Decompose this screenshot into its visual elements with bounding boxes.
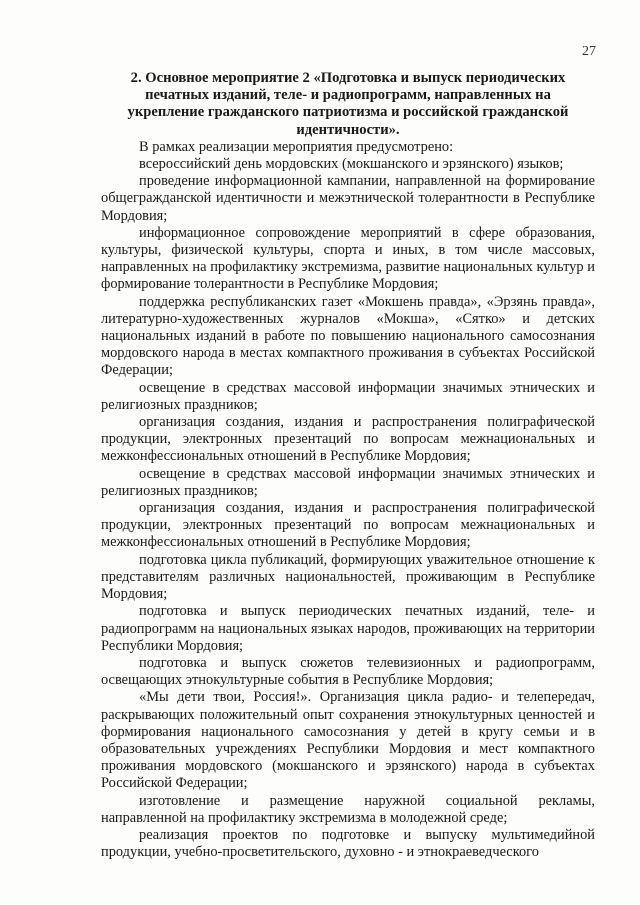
paragraph: «Мы дети твои, Россия!». Организация цикла радио- и телепередач, раскрывающих положительный опыт сохранения этнокультурных ценностей и формирования национального самосознания у детей в кругу семьи и в образовательных учреждениях Республики Мордовия и мест компактного проживания мордовского (мокшанского и эрзянского) народа в субъектах Российской Федерации;: [101, 689, 595, 792]
paragraph: подготовка цикла публикаций, формирующих уважительное отношение к представителям различных национальностей, проживающим в Республике Мордовия;: [101, 551, 595, 603]
paragraph: освещение в средствах массовой информации значимых этнических и религиозных праздников;: [101, 379, 595, 413]
paragraph: всероссийский день мордовских (мокшанского и эрзянского) языков;: [139, 156, 564, 173]
paragraph: организация создания, издания и распространения полиграфической продукции, электронных презентаций по вопросам межнациональных и межконфессиональных отношений в Республике Мордовия;: [101, 414, 595, 465]
section-heading: 2. Основное мероприятие 2 «Подготовка и выпуск периодических печатных изданий, теле- и радиопрограмм, направленных на укрепление гражданского патриотизма и российской гражданской идентичности».: [127, 70, 569, 138]
paragraph: подготовка и выпуск сюжетов телевизионных и радиопрограмм, освещающих этнокультурные события в Республике Мордовия;: [101, 654, 595, 689]
paragraph: проведение информационной кампании, направленной на формирование общегражданской идентичности и межэтнической толерантности в Республике Мордовия;: [101, 173, 595, 224]
paragraph: освещение в средствах массовой информации значимых этнических и религиозных праздников;: [101, 465, 595, 499]
paragraph: организация создания, издания и распространения полиграфической продукции, электронных презентаций по вопросам межнациональных и межконфессиональных отношений в Республике Мордовия;: [101, 500, 595, 551]
paragraph: В рамках реализации мероприятия предусмотрено:: [139, 138, 454, 155]
paragraph: подготовка и выпуск периодических печатных изданий, теле- и радиопрограмм на национальных языках народов, проживающих на территории Республики Мордовия;: [101, 603, 595, 654]
paragraph: поддержка республиканских газет «Мокшень правда», «Эрзянь правда», литературно-художественных журналов «Мокша», «Сятко» и детских национальных изданий в работе по повышению национального самосознания мордовского народа в местах компактного проживания в субъектах Российской Федерации;: [101, 293, 595, 379]
paragraph: изготовление и размещение наружной социальной рекламы, направленной на профилактику экстремизма в молодежной среде;: [101, 792, 595, 826]
page-number: 27: [582, 44, 596, 59]
paragraph: реализация проектов по подготовке и выпуску мультимедийной продукции, учебно-просветительского, духовно - и этнокраеведческого: [101, 826, 595, 861]
document-body: [101, 70, 595, 861]
paragraph: информационное сопровождение мероприятий в сфере образования, культуры, физической культуры, спорта и иных, в том числе массовых, направленных на профилактику экстремизма, развитие национальных культур и формирование толерантности в Республике Мордовия;: [101, 224, 595, 293]
